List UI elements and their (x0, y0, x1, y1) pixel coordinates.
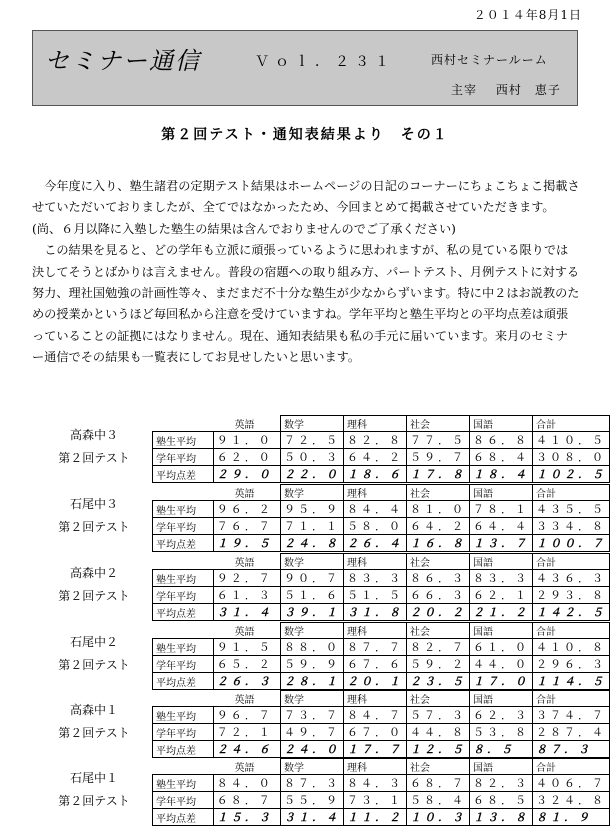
col-total: 合計 (532, 691, 609, 707)
score-cell: １８．６ (343, 466, 406, 483)
score-cell: ３３４．８ (532, 518, 609, 535)
table-header-row (153, 759, 610, 775)
col-social: 社会 (406, 691, 469, 707)
score-cell: ７３．１ (343, 792, 406, 809)
score-cell: １２．５ (406, 741, 469, 758)
paragraph: 今年度に入り、塾生諸君の定期テスト結果はホームページの日記のコーナーにちょこちょこ掲載させていただいておりましたが、全てではなかったため、今回まとめて掲載させていただきます。(尚、６月以降に入塾した塾生の結果は含んでおりませんのでご了承ください) (32, 179, 580, 236)
score-cell: ９１．０ (213, 432, 280, 449)
school-label (34, 699, 154, 745)
score-cell: ２０．１ (343, 673, 406, 690)
table-row (153, 501, 610, 518)
col-science: 理科 (343, 554, 406, 570)
row-label: 塾生平均 (153, 639, 214, 656)
score-cell: ５８．０ (343, 518, 406, 535)
score-cell: ３９．１ (280, 604, 343, 621)
row-label: 塾生平均 (153, 570, 214, 587)
score-cell: １８．４ (469, 466, 532, 483)
col-math: 数学 (280, 416, 343, 432)
col-social: 社会 (406, 554, 469, 570)
score-cell: ４１０．５ (532, 432, 609, 449)
volume-number: Ｖｏｌ．２３１ (255, 54, 395, 70)
score-cell: ８８．０ (280, 639, 343, 656)
score-cell: １６．８ (406, 535, 469, 552)
score-cell: ４１０．８ (532, 639, 609, 656)
newsletter-header (32, 30, 578, 106)
score-cell: ７２．１ (213, 724, 280, 741)
score-cell: ５９．７ (406, 449, 469, 466)
row-label: 塾生平均 (153, 432, 214, 449)
score-cell: ４０６．７ (532, 775, 609, 792)
school-label (34, 424, 154, 470)
table-row (153, 518, 610, 535)
score-cell: ２８．１ (280, 673, 343, 690)
col-science: 理科 (343, 623, 406, 639)
score-cell: ２３．５ (406, 673, 469, 690)
score-cell: ６１．０ (469, 639, 532, 656)
col-math: 数学 (280, 554, 343, 570)
score-cell: ４３６．３ (532, 570, 609, 587)
score-table (152, 415, 610, 483)
score-cell: １９．５ (213, 535, 280, 552)
score-cell: ６２．１ (469, 587, 532, 604)
score-cell: ５７．３ (406, 707, 469, 724)
table-row (153, 604, 610, 621)
table-row (153, 792, 610, 809)
col-english: 英語 (153, 623, 281, 639)
table-row (153, 449, 610, 466)
table-row (153, 707, 610, 724)
table-header-row (153, 485, 610, 501)
score-cell: ３１．８ (343, 604, 406, 621)
score-cell: ８４．４ (343, 501, 406, 518)
test-name: 第２回テスト (58, 520, 130, 534)
score-cell: ２９６．３ (532, 656, 609, 673)
table-header-row (153, 623, 610, 639)
test-name: 第２回テスト (58, 794, 130, 808)
row-label: 平均点差 (153, 604, 214, 621)
col-math: 数学 (280, 623, 343, 639)
score-cell: ９６．２ (213, 501, 280, 518)
score-cell: ３１．４ (280, 809, 343, 826)
test-name: 第２回テスト (58, 451, 130, 465)
table-row (153, 570, 610, 587)
score-cell: ６８．７ (213, 792, 280, 809)
score-block (0, 690, 610, 756)
score-cell: ８４．０ (213, 775, 280, 792)
score-cell: ６８．７ (406, 775, 469, 792)
score-cell: ２６．４ (343, 535, 406, 552)
author-name: 西村 恵子 (495, 83, 561, 97)
issue-date: ２０１４年8月1日 (473, 8, 582, 22)
score-block (0, 553, 610, 619)
row-label: 平均点差 (153, 809, 214, 826)
score-cell: ５９．２ (406, 656, 469, 673)
table-row (153, 724, 610, 741)
score-cell: ７２．５ (280, 432, 343, 449)
col-english: 英語 (153, 691, 281, 707)
row-label: 学年平均 (153, 724, 214, 741)
row-label: 学年平均 (153, 792, 214, 809)
score-cell: ６４．２ (343, 449, 406, 466)
col-total: 合計 (532, 416, 609, 432)
score-cell: ６４．２ (406, 518, 469, 535)
score-cell: ６８．４ (469, 449, 532, 466)
score-cell: ７６．７ (213, 518, 280, 535)
score-cell: ３０８．０ (532, 449, 609, 466)
score-cell: ６１．３ (213, 587, 280, 604)
score-cell: １３．８ (469, 809, 532, 826)
row-label: 塾生平均 (153, 707, 214, 724)
score-cell: １７．８ (406, 466, 469, 483)
school-label (34, 767, 154, 813)
table-header-row (153, 416, 610, 432)
score-cell: ５８．４ (406, 792, 469, 809)
col-science: 理科 (343, 485, 406, 501)
col-social: 社会 (406, 759, 469, 775)
score-cell: ９０．７ (280, 570, 343, 587)
paragraph: この結果を見ると、どの学年も立派に頑張っているように思われますが、私の見ている限りでは決してそうとばかりは言えません。普段の宿題への取り組み方、パートテスト、月例テストに対する努力、理社国勉強の計画性等々、まだまだ不十分な塾生が少なからずいます。特に中２はお説教のための授業かというほど毎回私から注意を受けていますね。学年平均と塾生平均との平均点差は頑張っていることの証拠にはなりません。現在、通知表結果も私の手元に届いています。来月のセミナー通信でその結果も一覧表にしてお見せしたいと思います。 (32, 243, 580, 365)
score-cell: ７３．７ (280, 707, 343, 724)
row-label: 学年平均 (153, 656, 214, 673)
col-japanese: 国語 (469, 691, 532, 707)
row-label: 平均点差 (153, 673, 214, 690)
score-cell: ８２．３ (469, 775, 532, 792)
score-block (0, 484, 610, 550)
test-name: 第２回テスト (58, 589, 130, 603)
score-table (152, 622, 610, 690)
score-cell: ６５．２ (213, 656, 280, 673)
score-table (152, 758, 610, 826)
score-cell: ５１．５ (343, 587, 406, 604)
col-social: 社会 (406, 485, 469, 501)
table-header-row (153, 691, 610, 707)
score-cell: １０２．５ (532, 466, 609, 483)
table-row (153, 466, 610, 483)
score-cell: ５５．９ (280, 792, 343, 809)
col-total: 合計 (532, 485, 609, 501)
score-cell: ８６．８ (469, 432, 532, 449)
table-header-row (153, 554, 610, 570)
col-english: 英語 (153, 759, 281, 775)
col-japanese: 国語 (469, 554, 532, 570)
school-name: 高森中２ (69, 566, 118, 580)
organization-name: 西村セミナールーム (431, 53, 548, 67)
score-cell: ８３．３ (469, 570, 532, 587)
col-english: 英語 (153, 554, 281, 570)
col-social: 社会 (406, 623, 469, 639)
score-cell: ２１．２ (469, 604, 532, 621)
score-cell: ２４．８ (280, 535, 343, 552)
row-label: 平均点差 (153, 741, 214, 758)
table-row (153, 809, 610, 826)
score-cell: ８４．７ (343, 707, 406, 724)
row-label: 学年平均 (153, 518, 214, 535)
score-cell: ３２４．８ (532, 792, 609, 809)
score-cell: １００．７ (532, 535, 609, 552)
school-label (34, 631, 154, 677)
score-cell: ５１．６ (280, 587, 343, 604)
score-cell: ６２．０ (213, 449, 280, 466)
col-total: 合計 (532, 554, 609, 570)
score-table (152, 484, 610, 552)
score-cell: ８７．７ (343, 639, 406, 656)
table-row (153, 639, 610, 656)
score-cell: ２９．０ (213, 466, 280, 483)
score-cell: ９２．７ (213, 570, 280, 587)
table-row (153, 535, 610, 552)
col-math: 数学 (280, 759, 343, 775)
school-name: 石尾中２ (69, 635, 118, 649)
score-cell: ８１．０ (406, 501, 469, 518)
col-english: 英語 (153, 485, 281, 501)
score-cell: ４３５．５ (532, 501, 609, 518)
score-cell: ８２．８ (343, 432, 406, 449)
score-cell: ８７．３ (532, 741, 609, 758)
score-cell: ２６．３ (213, 673, 280, 690)
score-cell: ８．５ (469, 741, 532, 758)
row-label: 学年平均 (153, 587, 214, 604)
row-label: 平均点差 (153, 466, 214, 483)
row-label: 学年平均 (153, 449, 214, 466)
score-cell: ６４．４ (469, 518, 532, 535)
row-label: 塾生平均 (153, 775, 214, 792)
score-cell: ７７．５ (406, 432, 469, 449)
article-body (32, 176, 580, 369)
score-cell: ２２．０ (280, 466, 343, 483)
score-cell: １７．７ (343, 741, 406, 758)
col-japanese: 国語 (469, 759, 532, 775)
score-cell: １１４．５ (532, 673, 609, 690)
score-cell: ６８．５ (469, 792, 532, 809)
score-cell: ９１．５ (213, 639, 280, 656)
col-math: 数学 (280, 691, 343, 707)
score-cell: １３．７ (469, 535, 532, 552)
score-cell: １０．３ (406, 809, 469, 826)
score-cell: ９５．９ (280, 501, 343, 518)
score-cell: ６７．６ (343, 656, 406, 673)
score-cell: ２９３．８ (532, 587, 609, 604)
col-science: 理科 (343, 416, 406, 432)
score-cell: ６２．３ (469, 707, 532, 724)
col-japanese: 国語 (469, 485, 532, 501)
score-table (152, 553, 610, 621)
newsletter-title: セミナー通信 (45, 47, 201, 75)
col-japanese: 国語 (469, 623, 532, 639)
row-label: 平均点差 (153, 535, 214, 552)
score-cell: ８４．３ (343, 775, 406, 792)
score-cell: ５９．９ (280, 656, 343, 673)
score-cell: ５０．３ (280, 449, 343, 466)
score-cell: ３１．４ (213, 604, 280, 621)
score-cell: ９６．７ (213, 707, 280, 724)
school-name: 石尾中１ (69, 771, 118, 785)
score-cell: ４４．８ (406, 724, 469, 741)
score-cell: ４９．７ (280, 724, 343, 741)
score-block (0, 622, 610, 688)
score-cell: ７１．１ (280, 518, 343, 535)
table-row (153, 673, 610, 690)
school-label (34, 493, 154, 539)
score-cell: ２４．６ (213, 741, 280, 758)
test-name: 第２回テスト (58, 726, 130, 740)
school-name: 高森中３ (69, 428, 118, 442)
col-english: 英語 (153, 416, 281, 432)
score-cell: ６７．０ (343, 724, 406, 741)
col-japanese: 国語 (469, 416, 532, 432)
score-cell: ２４．０ (280, 741, 343, 758)
score-cell: ２８７．４ (532, 724, 609, 741)
score-table (152, 690, 610, 758)
col-science: 理科 (343, 691, 406, 707)
score-cell: ７８．１ (469, 501, 532, 518)
score-cell: １４２．５ (532, 604, 609, 621)
table-row (153, 741, 610, 758)
score-block (0, 758, 610, 824)
col-math: 数学 (280, 485, 343, 501)
score-cell: ８２．７ (406, 639, 469, 656)
school-name: 高森中１ (69, 703, 118, 717)
col-science: 理科 (343, 759, 406, 775)
score-cell: ３７４．７ (532, 707, 609, 724)
score-cell: ８３．３ (343, 570, 406, 587)
score-cell: １７．０ (469, 673, 532, 690)
score-cell: ８７．３ (280, 775, 343, 792)
score-cell: ８６．３ (406, 570, 469, 587)
test-name: 第２回テスト (58, 658, 130, 672)
score-cell: ８１．９ (532, 809, 609, 826)
col-total: 合計 (532, 623, 609, 639)
score-cell: １５．３ (213, 809, 280, 826)
score-block (0, 415, 610, 481)
author-line (451, 81, 561, 98)
table-row (153, 656, 610, 673)
table-row (153, 432, 610, 449)
score-cell: ６６．３ (406, 587, 469, 604)
article-title: 第２回テスト・通知表結果より その１ (161, 127, 449, 143)
score-cell: ５３．８ (469, 724, 532, 741)
score-cell: ４４．０ (469, 656, 532, 673)
author-role: 主宰 (451, 83, 478, 97)
col-social: 社会 (406, 416, 469, 432)
school-name: 石尾中３ (69, 497, 118, 511)
row-label: 塾生平均 (153, 501, 214, 518)
table-row (153, 587, 610, 604)
score-cell: ２０．２ (406, 604, 469, 621)
col-total: 合計 (532, 759, 609, 775)
table-row (153, 775, 610, 792)
score-cell: １１．２ (343, 809, 406, 826)
school-label (34, 562, 154, 608)
